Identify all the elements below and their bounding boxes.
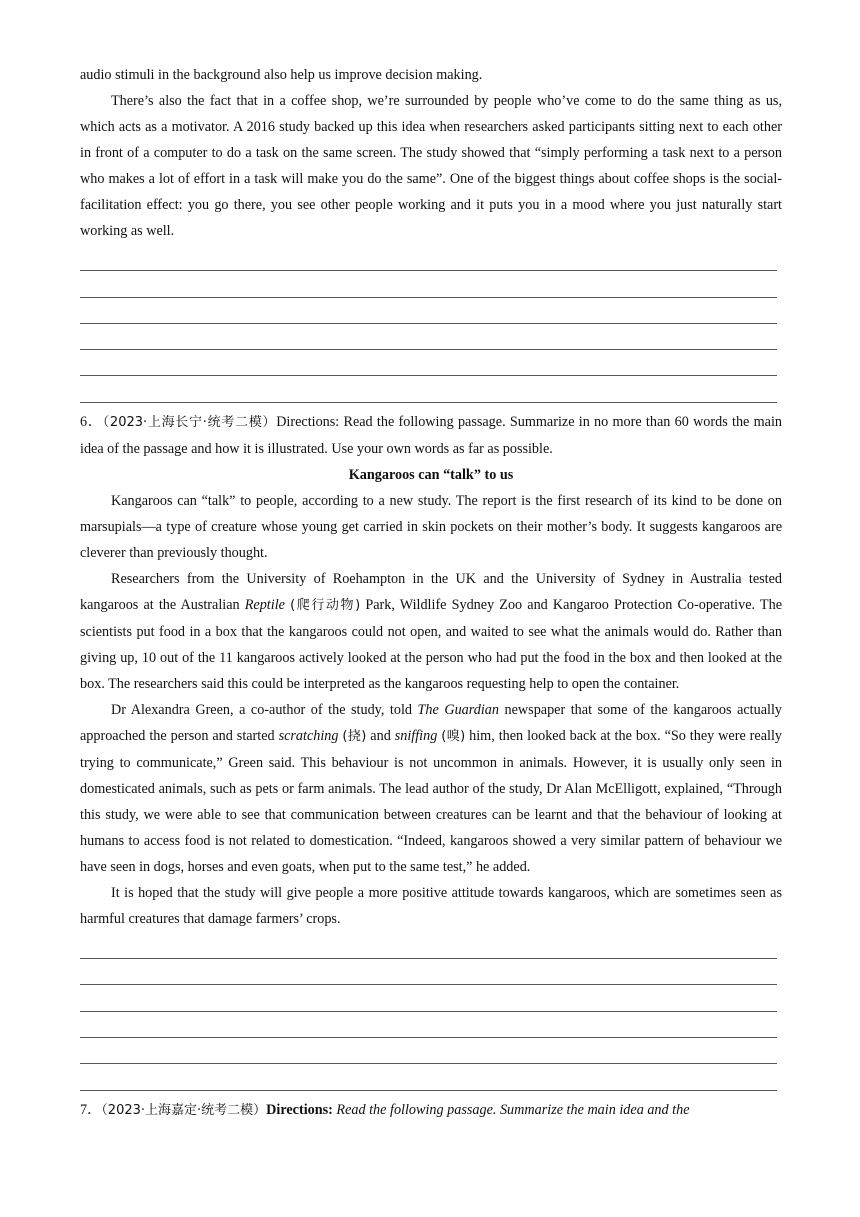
answer-line[interactable] — [80, 376, 777, 402]
answer-line[interactable] — [80, 1012, 777, 1038]
answer-line[interactable] — [80, 933, 777, 959]
q6-passage-title: Kangaroos can “talk” to us — [348, 466, 514, 483]
q5-paragraph-end: audio stimuli in the background also help us improve decision making. — [80, 67, 483, 83]
q6-answer-lines[interactable] — [80, 933, 782, 1091]
answer-line[interactable] — [80, 959, 777, 985]
q7-directions-text: Read the following passage. Summarize the main idea and the — [332, 1101, 690, 1118]
text-run: and — [366, 727, 395, 744]
italic-term: sniffing — [394, 727, 438, 744]
q5-answer-lines[interactable] — [80, 245, 782, 403]
q6-header — [80, 409, 782, 462]
answer-line[interactable] — [80, 298, 777, 324]
q6-directions: Directions: Read the following passage. Summarize in no more than 60 words the main idea of the passage and how it is illustrated. Use your own words as far as possible. — [80, 413, 782, 457]
text-run: Park, Wildlife Sydney Zoo and Kangaroo Protection Co-operative. The scientists put food in a box that the kangaroos could not open, and waited to see what the animals would do. Rather than giving up, 10 out of the 11 kangaroos actively looked at the person who had put the food in the box and then looked at the box. The researchers said this could be interpreted as the kangaroos requesting help to open the container. — [80, 596, 782, 692]
q7-header — [80, 1097, 782, 1124]
text-run: Dr Alexandra Green, a co-author of the study, told — [111, 701, 418, 718]
text-run: him, then looked back at the box. “So they were really trying to communicate,” Green said. This behaviour is not uncommon in animals. However, it is usually only seen in domesticated animals, such as pets or farm animals. The lead author of the study, Dr Alan McElligott, explained, “Through this study, we were able to see that communication between creatures can be learnt and that the behaviour of looking at humans to access food is not related to domestication. “Indeed, kangaroos showed a very similar pattern of behaviour we have seen in dogs, horses and even goats, when put to the same test,” he added. — [80, 727, 782, 875]
chinese-gloss: (挠) — [342, 728, 367, 744]
italic-term: scratching — [278, 727, 339, 744]
answer-line[interactable] — [80, 1038, 777, 1064]
answer-line[interactable] — [80, 324, 777, 350]
answer-line[interactable] — [80, 985, 777, 1011]
q5-paragraph-2: There’s also the fact that in a coffee shop, we’re surrounded by people who’ve come to do the same thing as us, which acts as a motivator. A 2016 study backed up this idea when researchers asked participants sitting next to each other in front of a computer to do a task on the same screen. The study showed that “simply performing a task next to a person who makes a lot of effort in a task will make you do the same”. One of the biggest things about coffee shops is the social-facilitation effect: you go there, you see other people working and it puts you in a mood where you just naturally start working as well. — [80, 93, 782, 239]
answer-line[interactable] — [80, 350, 777, 376]
italic-term: Reptile — [244, 596, 285, 613]
italic-term: The Guardian — [417, 701, 499, 718]
document-page — [80, 0, 782, 1124]
answer-line[interactable] — [80, 271, 777, 297]
text-run: Researchers from the University of Roehampton in the UK and the University of Sydney in Australia tested kangaroos at the Australian — [80, 570, 782, 613]
q6-paragraph-4: It is hoped that the study will give people a more positive attitude towards kangaroos, which are sometimes seen as harmful creatures that damage farmers’ crops. — [80, 884, 782, 927]
chinese-gloss: (爬行动物) — [290, 597, 361, 613]
answer-line[interactable] — [80, 245, 777, 271]
chinese-gloss: (嗅) — [441, 728, 466, 744]
q6-source: （2023·上海长宁·统考二模） — [102, 414, 277, 430]
q7-directions-label: Directions: — [266, 1101, 333, 1118]
q7-source: （2023·上海嘉定·统考二模） — [101, 1102, 267, 1118]
q6-paragraph-2 — [80, 566, 782, 697]
q6-number: 6． — [80, 413, 103, 430]
q6-paragraph-3 — [80, 697, 782, 880]
answer-line[interactable] — [80, 1064, 777, 1090]
q6-paragraph-1: Kangaroos can “talk” to people, according to a new study. The report is the first research of its kind to be done on marsupials—a type of creature whose young get carried in skin pockets on their mother’s body. It suggests kangaroos are cleverer than previously thought. — [80, 492, 782, 561]
text-run: newspaper that some of the kangaroos actually approached the person and started — [80, 701, 782, 744]
q7-number: 7． — [80, 1101, 102, 1118]
